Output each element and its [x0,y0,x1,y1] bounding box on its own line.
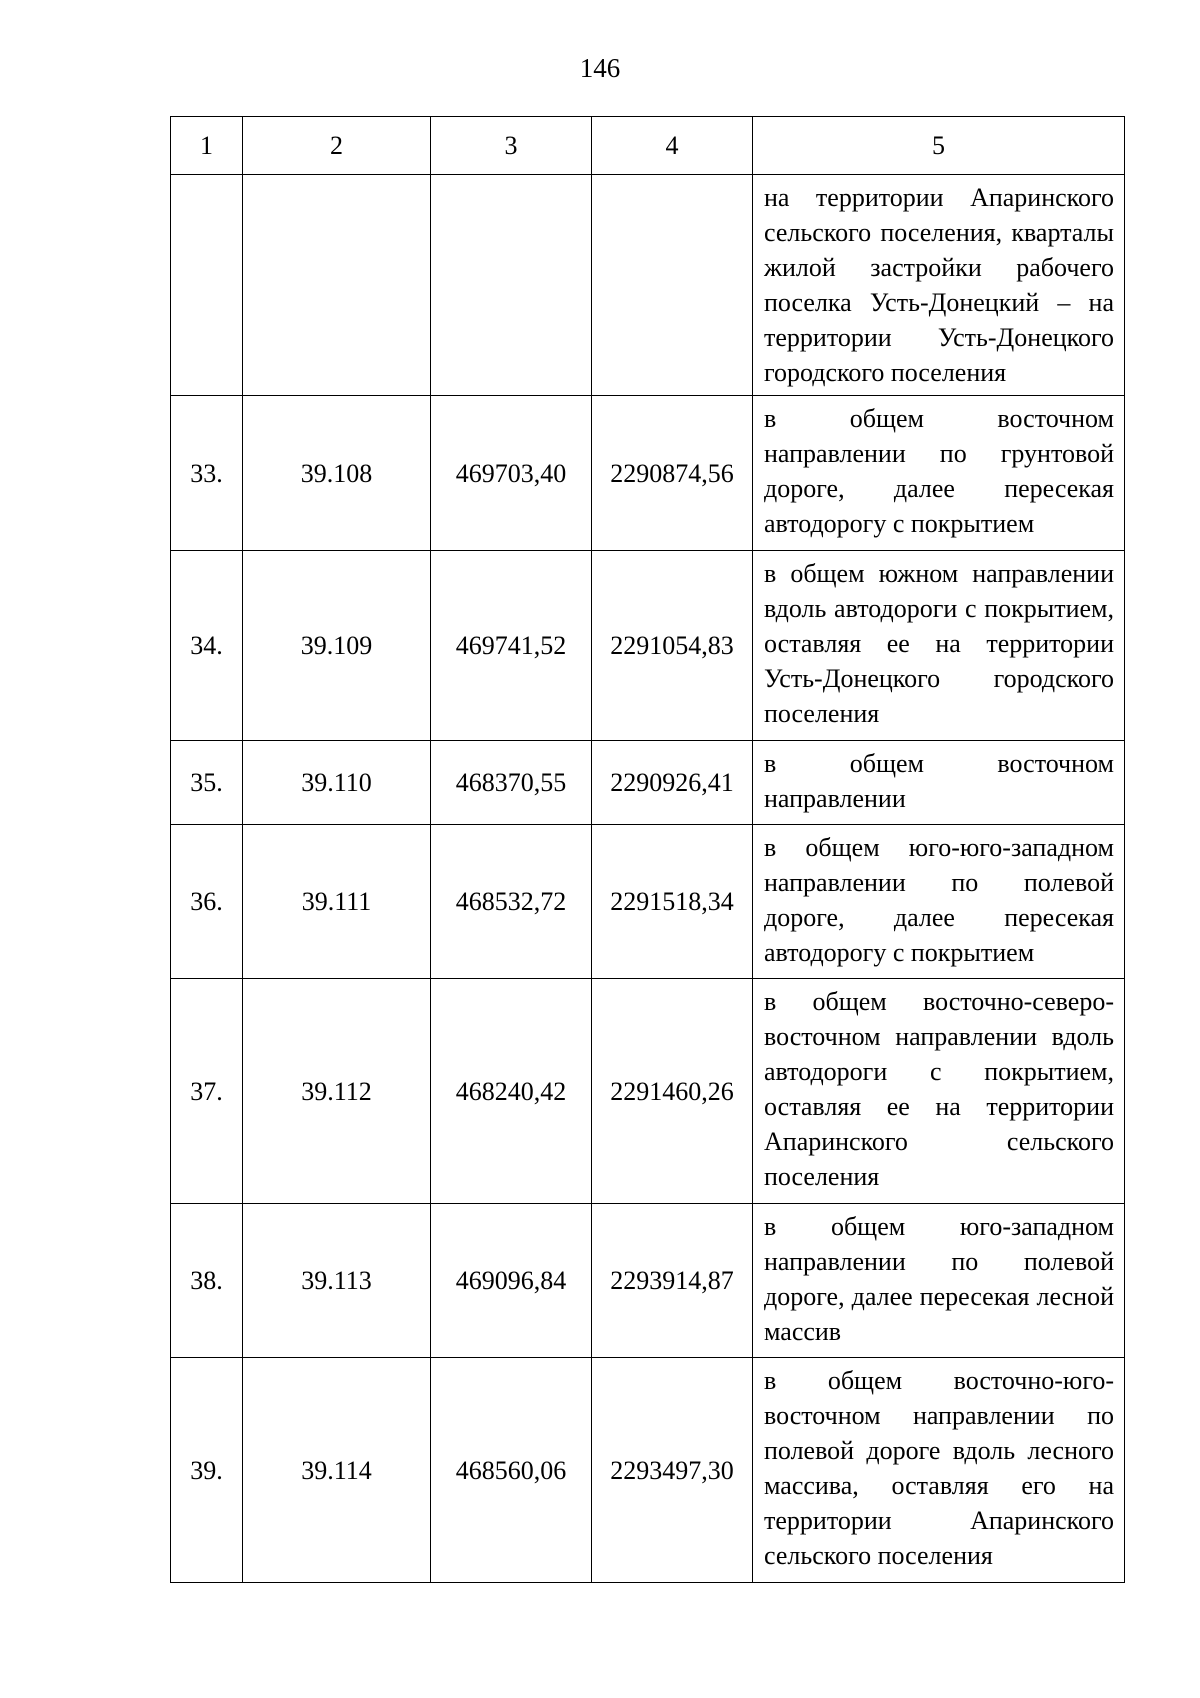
point-id-cell: 39.110 [243,741,431,825]
table-row [171,1358,1125,1583]
y-coordinate-cell: 2291460,26 [592,979,753,1204]
row-number-cell: 38. [171,1204,243,1358]
point-id-cell: 39.113 [243,1204,431,1358]
table-header [171,117,1125,175]
row-number-cell [171,175,243,396]
point-id-cell: 39.109 [243,551,431,741]
y-coordinate-cell: 2291518,34 [592,825,753,979]
description-cell: на территории Апаринского сельского поселения, кварталы жилой застройки рабочего поселка Усть-Донецкий – на территории Усть-Донецкого городского поселения [753,175,1125,396]
description-cell: в общем восточно-северо-восточном направлении вдоль автодороги с покрытием, оставляя ее на территории Апаринского сельского поселения [753,979,1125,1204]
description-cell: в общем южном направлении вдоль автодороги с покрытием, оставляя ее на территории Усть-Донецкого городского поселения [753,551,1125,741]
description-cell: в общем юго-западном направлении по полевой дороге, далее пересекая лесной массив [753,1204,1125,1358]
point-id-cell: 39.108 [243,396,431,551]
y-coordinate-cell: 2290926,41 [592,741,753,825]
table-row [171,1204,1125,1358]
column-header-1: 1 [171,117,243,175]
row-number-cell: 37. [171,979,243,1204]
x-coordinate-cell [431,175,592,396]
point-id-cell: 39.114 [243,1358,431,1583]
row-number-cell: 35. [171,741,243,825]
x-coordinate-cell: 469703,40 [431,396,592,551]
description-cell: в общем восточном направлении по грунтовой дороге, далее пересекая автодорогу с покрытием [753,396,1125,551]
x-coordinate-cell: 468370,55 [431,741,592,825]
table-row [171,741,1125,825]
table-row [171,175,1125,396]
description-cell: в общем восточном направлении [753,741,1125,825]
description-cell: в общем восточно-юго-восточном направлении по полевой дороге вдоль лесного массива, оставляя его на территории Апаринского сельского поселения [753,1358,1125,1583]
y-coordinate-cell [592,175,753,396]
point-id-cell [243,175,431,396]
y-coordinate-cell: 2293497,30 [592,1358,753,1583]
description-cell: в общем юго-юго-западном направлении по полевой дороге, далее пересекая автодорогу с покрытием [753,825,1125,979]
column-header-5: 5 [753,117,1125,175]
x-coordinate-cell: 468240,42 [431,979,592,1204]
table-row [171,979,1125,1204]
table-row [171,396,1125,551]
y-coordinate-cell: 2293914,87 [592,1204,753,1358]
y-coordinate-cell: 2290874,56 [592,396,753,551]
row-number-cell: 36. [171,825,243,979]
table-row [171,825,1125,979]
row-number-cell: 39. [171,1358,243,1583]
row-number-cell: 34. [171,551,243,741]
point-id-cell: 39.112 [243,979,431,1204]
x-coordinate-cell: 469096,84 [431,1204,592,1358]
row-number-cell: 33. [171,396,243,551]
x-coordinate-cell: 469741,52 [431,551,592,741]
x-coordinate-cell: 468560,06 [431,1358,592,1583]
table-header-row [171,117,1125,175]
y-coordinate-cell: 2291054,83 [592,551,753,741]
table-row [171,551,1125,741]
point-id-cell: 39.111 [243,825,431,979]
table-body [171,175,1125,1583]
column-header-4: 4 [592,117,753,175]
page-number: 146 [579,53,621,83]
boundary-points-table [170,116,1125,1583]
column-header-3: 3 [431,117,592,175]
x-coordinate-cell: 468532,72 [431,825,592,979]
column-header-2: 2 [243,117,431,175]
